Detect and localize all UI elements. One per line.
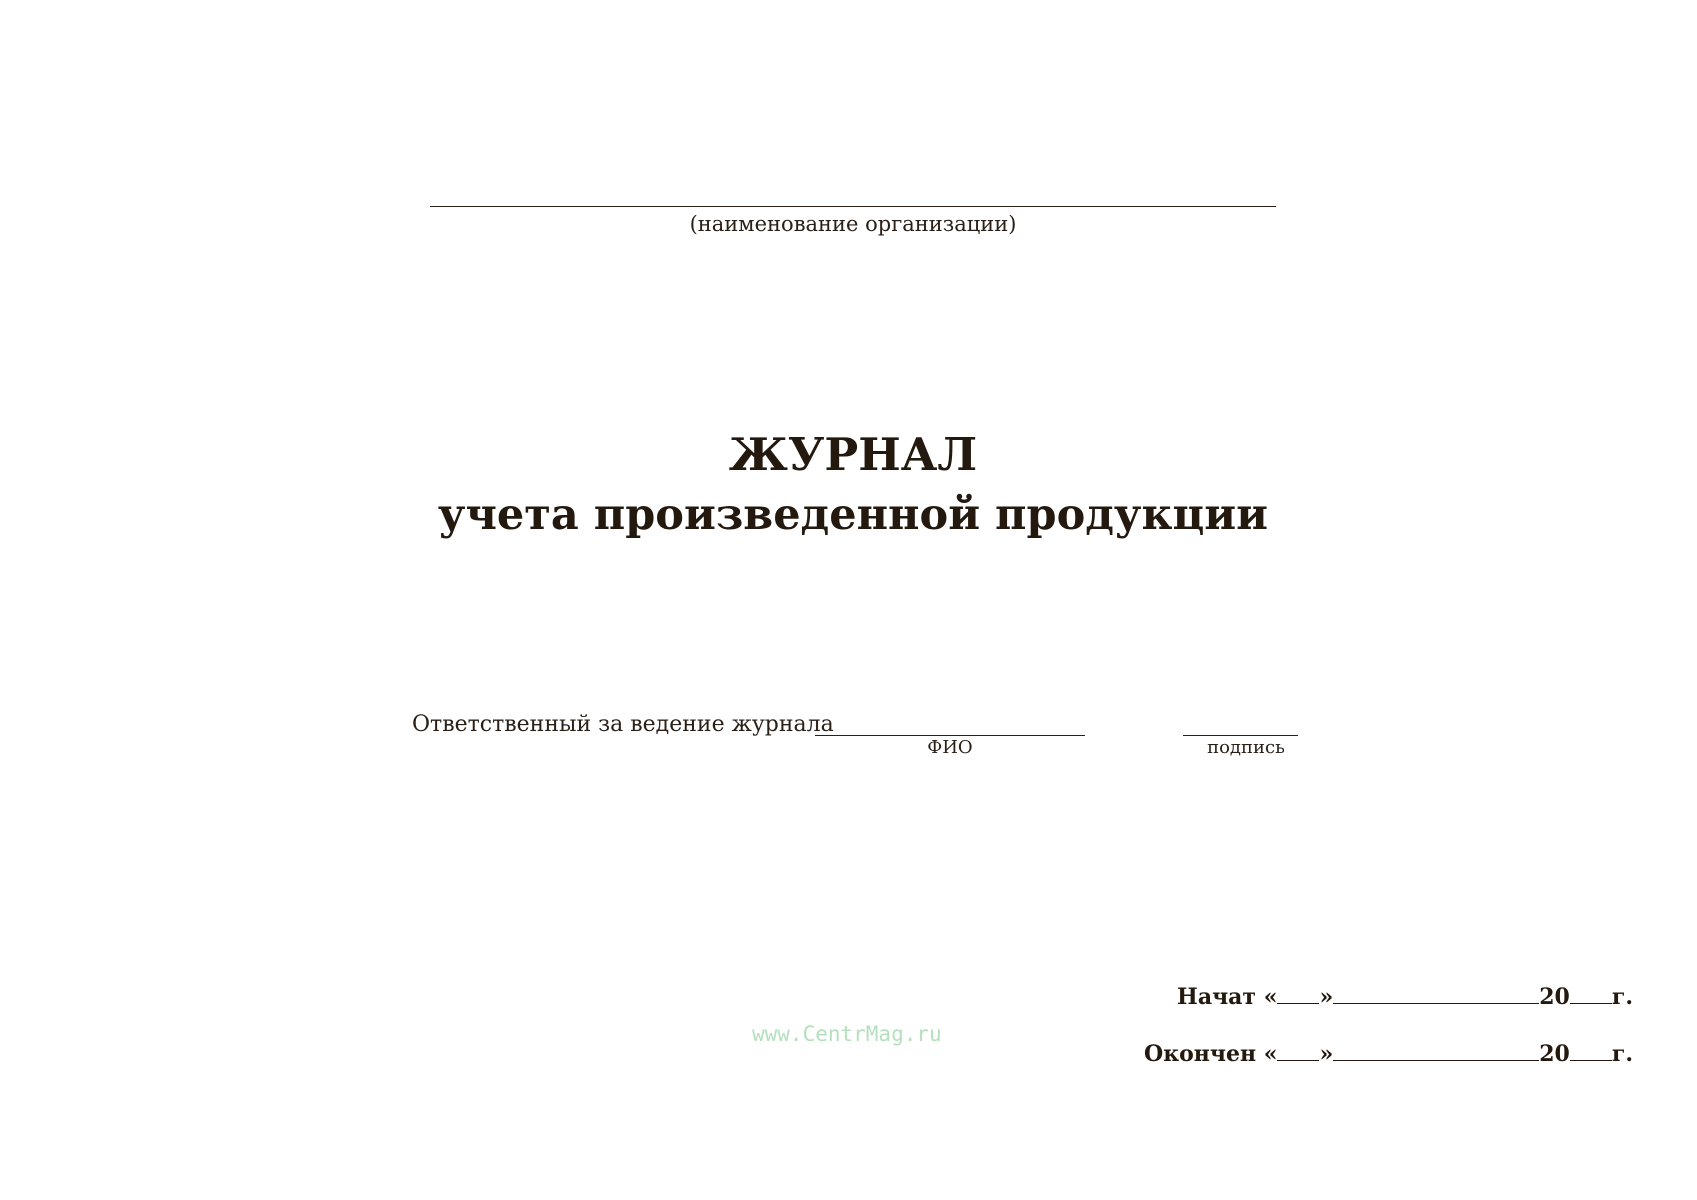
end-date-label: Окончен «	[1144, 1041, 1278, 1067]
end-quote-close: »	[1319, 1041, 1334, 1067]
document-title	[300, 425, 1406, 545]
fio-line	[815, 735, 1085, 736]
watermark: www.CentrMag.ru	[752, 1022, 942, 1046]
responsible-label: Ответственный за ведение журнала	[412, 712, 834, 737]
end-day-blank	[1277, 1059, 1319, 1061]
fio-caption: ФИО	[927, 737, 973, 758]
start-date-label: Начат «	[1177, 984, 1278, 1010]
signature-caption: подпись	[1207, 737, 1285, 758]
start-year-suffix: г.	[1611, 984, 1633, 1010]
start-century: 20	[1539, 984, 1570, 1010]
signature-line	[1183, 735, 1298, 736]
end-month-blank	[1333, 1059, 1539, 1061]
end-year-suffix: г.	[1611, 1041, 1633, 1067]
end-year-blank	[1570, 1059, 1612, 1061]
start-quote-close: »	[1319, 984, 1334, 1010]
start-year-blank	[1570, 1002, 1612, 1004]
start-day-blank	[1277, 1002, 1319, 1004]
organization-name-caption: (наименование организации)	[689, 212, 1017, 236]
end-century: 20	[1539, 1041, 1570, 1067]
title-main: ЖУРНАЛ	[728, 428, 978, 481]
start-month-blank	[1333, 1002, 1539, 1004]
start-date-row	[1177, 984, 1633, 1010]
end-date-row	[1144, 1041, 1633, 1067]
title-subtitle: учета произведенной продукции	[437, 490, 1269, 540]
organization-name-line	[430, 206, 1276, 207]
